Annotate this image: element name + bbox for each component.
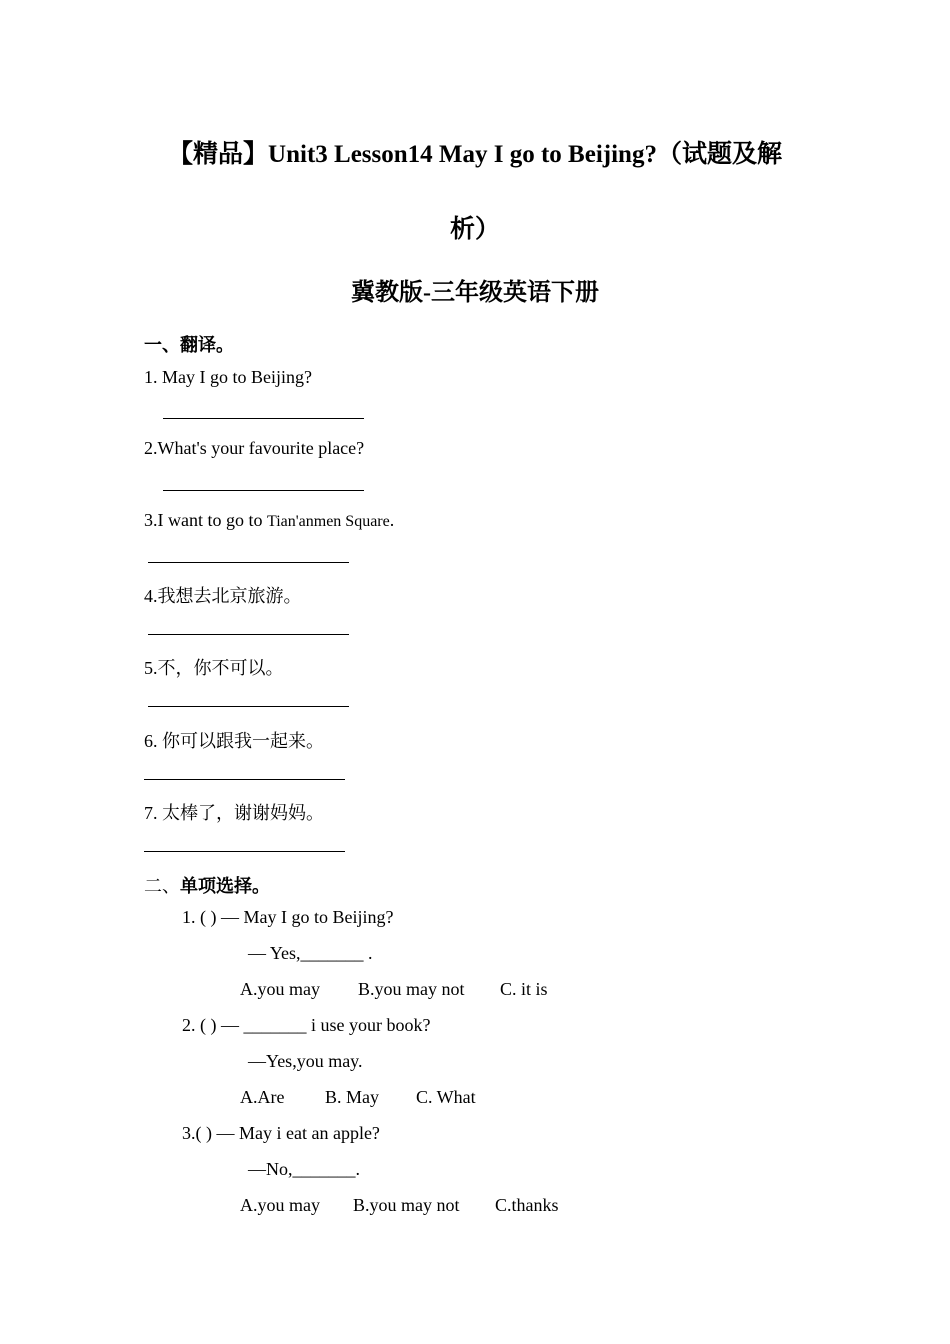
answer-blank-6[interactable]	[144, 779, 345, 780]
choice-question-2: 2. ( ) — _______ i use your book?	[182, 1015, 431, 1035]
section-heading-translate: 一、翻译。	[144, 335, 234, 355]
choice-option-3c[interactable]: C.thanks	[495, 1195, 559, 1215]
answer-blank-5[interactable]	[148, 706, 349, 707]
choice-option-1b[interactable]: B.you may not	[358, 979, 465, 999]
answer-blank-7[interactable]	[144, 851, 345, 852]
section-heading-choice	[144, 872, 270, 898]
choice-option-1a[interactable]: A.you may	[240, 979, 320, 999]
choice-option-2a[interactable]: A.Are	[240, 1087, 285, 1107]
translate-item-1: 1. May I go to Beijing?	[144, 367, 312, 387]
answer-blank-2[interactable]	[163, 490, 364, 491]
document-title-continued: 析）	[449, 216, 500, 243]
choice-option-2c[interactable]: C. What	[416, 1087, 476, 1107]
choice-option-1c[interactable]: C. it is	[500, 979, 548, 999]
document-title: 【精品】Unit3 Lesson14 May I go to Beijing?（试题及解	[168, 141, 782, 168]
translate-item-4: 4.我想去北京旅游。	[144, 586, 302, 606]
choice-answer-3: —No,_______.	[248, 1159, 360, 1179]
choice-option-3b[interactable]: B.you may not	[353, 1195, 460, 1215]
choice-option-2b[interactable]: B. May	[325, 1087, 379, 1107]
translate-item-3-suffix: .	[389, 510, 395, 530]
translate-item-7: 7. 太棒了，谢谢妈妈。	[144, 803, 324, 823]
choice-answer-1: — Yes,_______ .	[248, 943, 373, 963]
translate-item-2: 2.What's your favourite place?	[144, 438, 365, 458]
choice-option-3a[interactable]: A.you may	[240, 1195, 320, 1215]
answer-blank-3[interactable]	[148, 562, 349, 563]
translate-item-3-prefix: 3.I want to go to	[144, 510, 267, 530]
choice-question-3: 3.( ) — May i eat an apple?	[182, 1123, 380, 1143]
section-heading-choice-number: 二、	[144, 876, 180, 896]
translate-item-3	[144, 510, 394, 531]
translate-item-6: 6. 你可以跟我一起来。	[144, 731, 324, 751]
document-subtitle: 冀教版-三年级英语下册	[351, 280, 599, 306]
choice-answer-2: —Yes,you may.	[248, 1051, 363, 1071]
translate-item-3-place: Tian'anmen Square	[267, 513, 390, 530]
section-heading-choice-text: 单项选择。	[180, 876, 270, 896]
answer-blank-1[interactable]	[163, 418, 364, 419]
answer-blank-4[interactable]	[148, 634, 349, 635]
translate-item-5: 5.不，你不可以。	[144, 658, 284, 678]
choice-question-1: 1. ( ) — May I go to Beijing?	[182, 907, 394, 927]
